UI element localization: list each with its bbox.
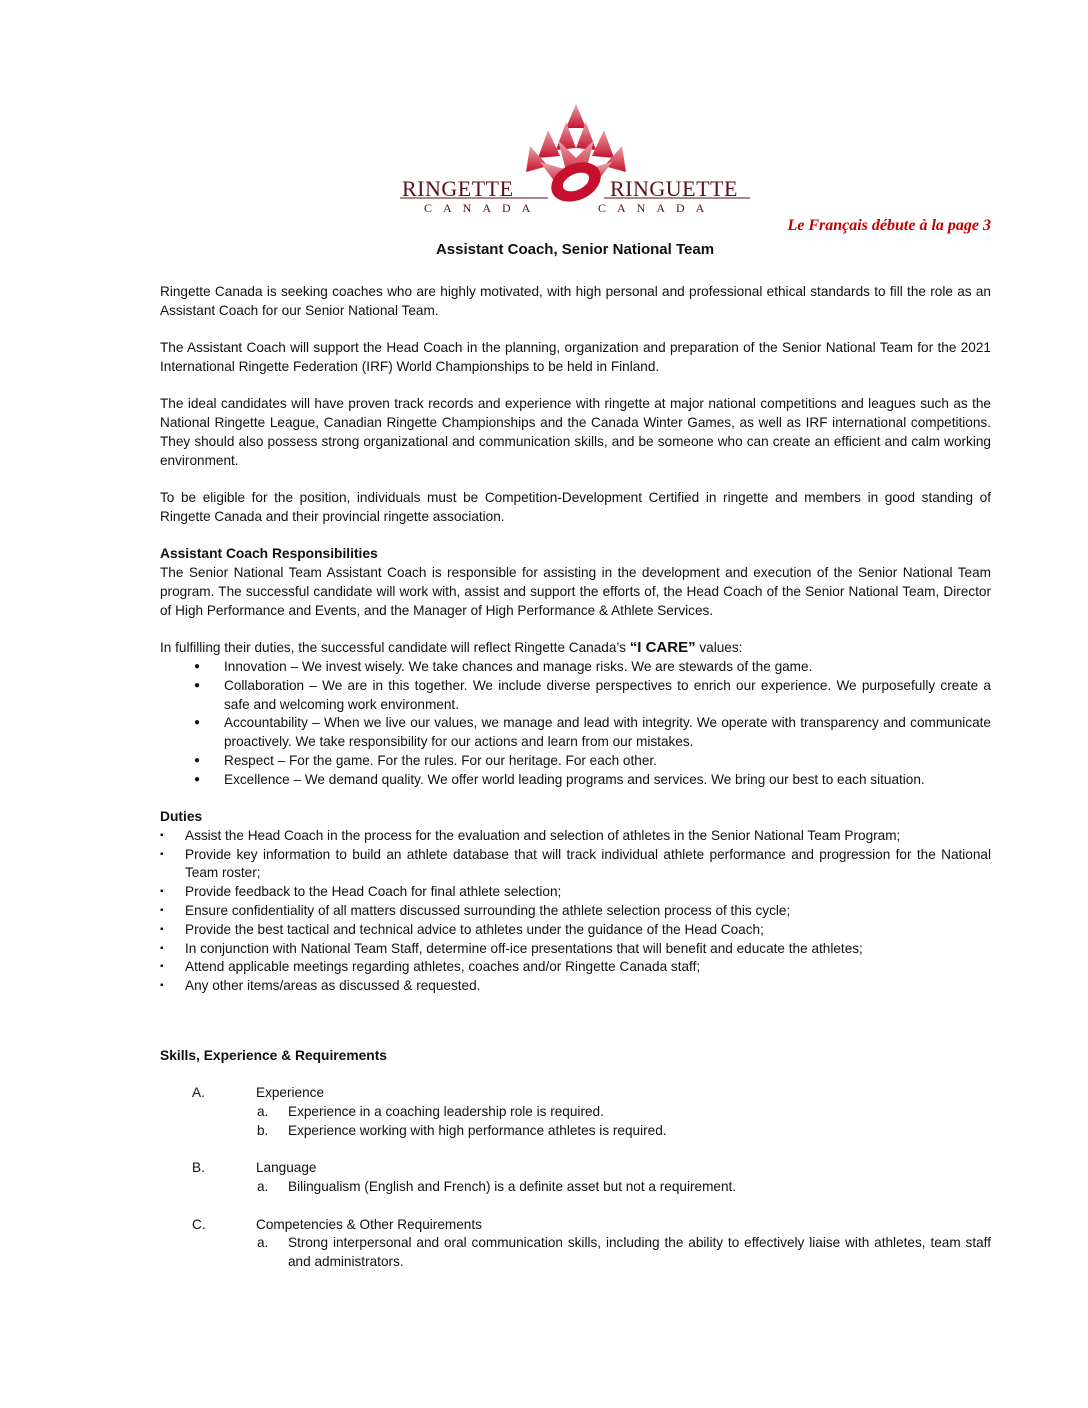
list-item: ▪ Provide feedback to the Head Coach for final athlete selection; [160, 883, 991, 902]
list-item: a. Strong interpersonal and oral communication skills, including the ability to effectively liaise with athletes, team staff and administrators. [257, 1235, 991, 1270]
logo-word-french: RINGUETTE [610, 176, 738, 201]
logo-word-english: RINGETTE [402, 176, 514, 201]
list-item: ▪ Ensure confidentiality of all matters discussed surrounding the athlete selection process of this cycle; [160, 902, 991, 921]
section-letter: C. [192, 1216, 206, 1232]
responsibilities-heading: Assistant Coach Responsibilities [160, 546, 378, 562]
skills-section-experience [160, 1084, 991, 1140]
list-item: ● Collaboration – We are in this together. We include diverse perspectives to enrich our experience. We purposefully create a safe and welcoming work environment. [160, 677, 991, 715]
list-item: b. Experience working with high performance athletes is required. [257, 1122, 667, 1138]
candidates-paragraph: The ideal candidates will have proven track records and experience with ringette at major national competitions and leagues such as the National Ringette League, Canadian Ringette Championships and the Canada Winter Games, as well as IRF international competitions. They should also possess strong organizational and communication skills, and be someone who can create an efficient and calm working environment. [160, 396, 991, 468]
logo-sub-french: CANADA [598, 201, 716, 215]
section-title: Competencies & Other Requirements [256, 1216, 482, 1232]
section-letter: B. [192, 1160, 205, 1176]
list-item: ● Respect – For the game. For the rules. For our heritage. For each other. [160, 752, 991, 771]
values-list [160, 658, 991, 790]
list-item: ▪ Provide the best tactical and technical advice to athletes under the guidance of the Head Coach; [160, 921, 991, 940]
logo-sub-english: CANADA [424, 201, 542, 215]
list-item: ● Innovation – We invest wisely. We take chances and manage risks. We are stewards of the game. [160, 658, 991, 677]
ringette-canada-logo [398, 100, 754, 218]
support-paragraph: The Assistant Coach will support the Head Coach in the planning, organization and preparation of the Senior National Team for the 2021 International Ringette Federation (IRF) World Championships to be held in Finland. [160, 340, 991, 374]
page-title: Assistant Coach, Senior National Team [435, 241, 715, 258]
list-item: ▪ Assist the Head Coach in the process for the evaluation and selection of athletes in the Senior National Team Program; [160, 827, 991, 846]
section-title: Language [256, 1160, 317, 1176]
list-item: a. Experience in a coaching leadership role is required. [257, 1104, 604, 1120]
icare-label: “I CARE” [629, 639, 696, 657]
french-version-note: Le Français débute à la page 3 [787, 217, 991, 234]
list-item: ▪ Any other items/areas as discussed & requested. [160, 977, 991, 996]
section-letter: A. [192, 1085, 205, 1101]
responsibilities-text: The Senior National Team Assistant Coach is responsible for assisting in the development and execution of the Senior National Team program. The successful candidate will work with, assist and support the efforts of, the Head Coach of the Senior National Team, Director of High Performance and Events, and the Manager of High Performance & Athlete Services. [160, 565, 991, 618]
section-title: Experience [256, 1085, 325, 1101]
eligibility-paragraph: To be eligible for the position, individuals must be Competition-Development Certified in ringette and members in good standing of Ringette Canada and their provincial ringette association. [160, 490, 991, 524]
skills-section-language [160, 1159, 991, 1197]
list-item: ▪ In conjunction with National Team Staff, determine off-ice presentations that will benefit and educate the athletes; [160, 940, 991, 959]
main-content [160, 283, 991, 996]
list-item: ● Accountability – When we live our values, we manage and lead with integrity. We operate with transparency and communicate proactively. We take responsibility for our actions and learn from our mistakes. [160, 714, 991, 752]
skills-section [160, 1047, 991, 1272]
list-item: ● Excellence – We demand quality. We offer world leading programs and services. We bring our best to each situation. [160, 771, 991, 790]
list-item: ▪ Provide key information to build an athlete database that will track individual athlete performance and progression for the National Team roster; [160, 846, 991, 884]
values-intro: In fulfilling their duties, the successful candidate will reflect Ringette Canada’s “I CARE” values: [160, 639, 743, 657]
skills-heading: Skills, Experience & Requirements [160, 1048, 387, 1063]
skills-section-competencies [160, 1216, 991, 1272]
duties-heading: Duties [160, 809, 203, 825]
duties-list [160, 827, 991, 996]
list-item: a. Bilingualism (English and French) is a definite asset but not a requirement. [257, 1179, 737, 1195]
list-item: ▪ Attend applicable meetings regarding athletes, coaches and/or Ringette Canada staff; [160, 958, 991, 977]
intro-paragraph: Ringette Canada is seeking coaches who are highly motivated, with high personal and professional ethical standards to fill the role as an Assistant Coach for our Senior National Team. [160, 284, 991, 318]
